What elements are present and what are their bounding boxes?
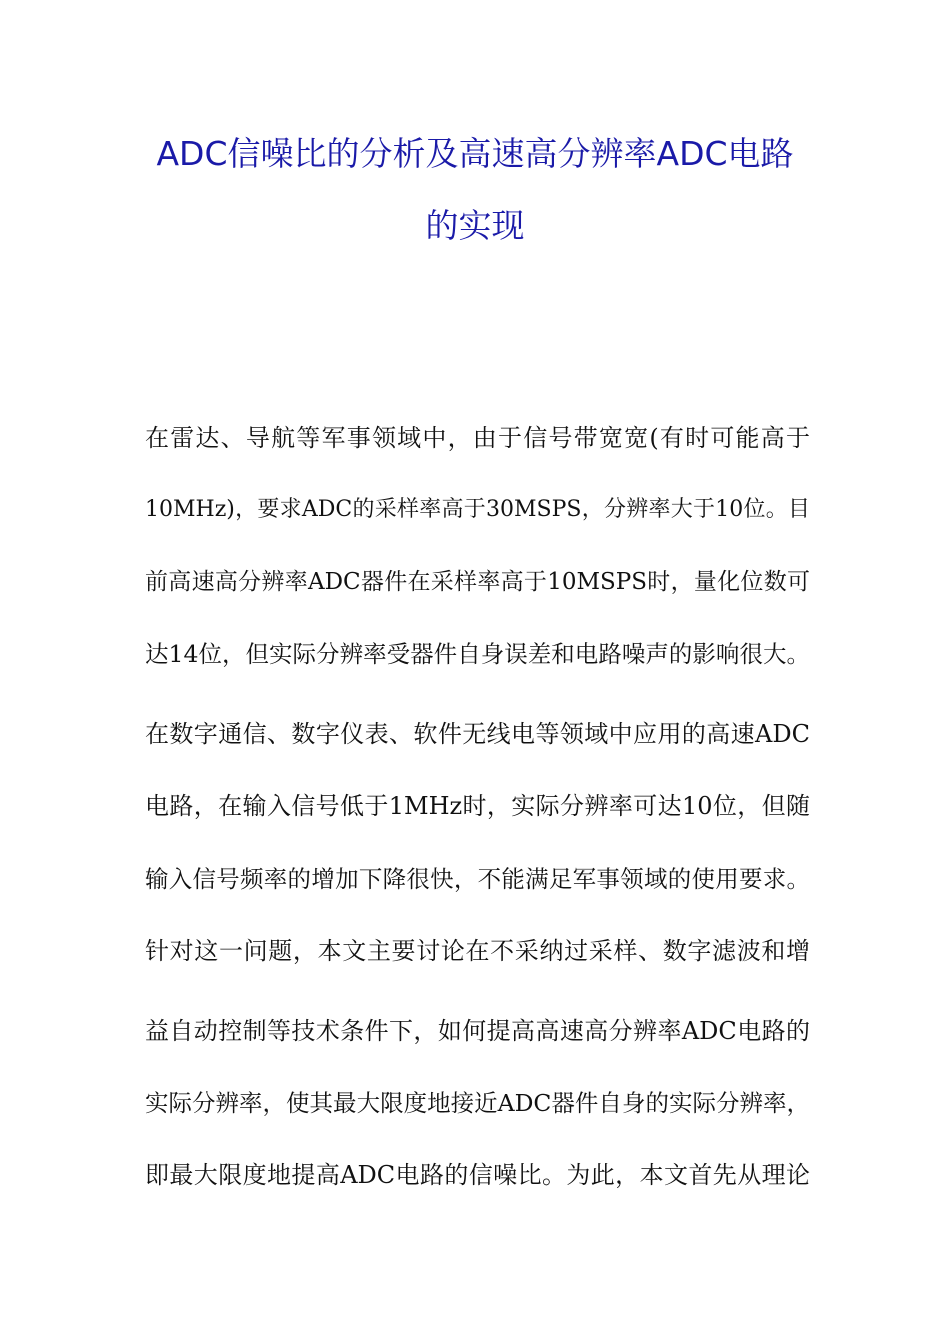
document-title-line-2: 的实现 [425, 206, 525, 245]
body-line-4: 达14位，但实际分辨率受器件自身误差和电路噪声的影响很大。 [145, 640, 810, 668]
body-line-5: 在数字通信、数字仪表、软件无线电等领域中应用的高速ADC [145, 720, 810, 748]
body-line-1: 在雷达、导航等军事领域中，由于信号带宽宽(有时可能高于 [145, 424, 810, 452]
body-line-6: 电路，在输入信号低于1MHz时，实际分辨率可达10位，但随 [145, 792, 810, 820]
body-line-11: 即最大限度地提高ADC电路的信噪比。为此，本文首先从理论 [145, 1161, 810, 1189]
body-line-7: 输入信号频率的增加下降很快，不能满足军事领域的使用要求。 [145, 865, 810, 893]
body-line-8: 针对这一问题，本文主要讨论在不采纳过采样、数字滤波和增 [145, 937, 810, 965]
body-line-9: 益自动控制等技术条件下，如何提高高速高分辨率ADC电路的 [145, 1017, 810, 1045]
body-line-10: 实际分辨率，使其最大限度地接近ADC器件自身的实际分辨率， [145, 1089, 810, 1117]
document-title-line-1: ADC信噪比的分析及高速高分辨率ADC电路 [156, 134, 794, 173]
body-line-2: 10MHz)，要求ADC的采样率高于30MSPS，分辨率大于10位。目 [145, 497, 810, 522]
body-line-3: 前高速高分辨率ADC器件在采样率高于10MSPS时，量化位数可 [145, 569, 810, 595]
